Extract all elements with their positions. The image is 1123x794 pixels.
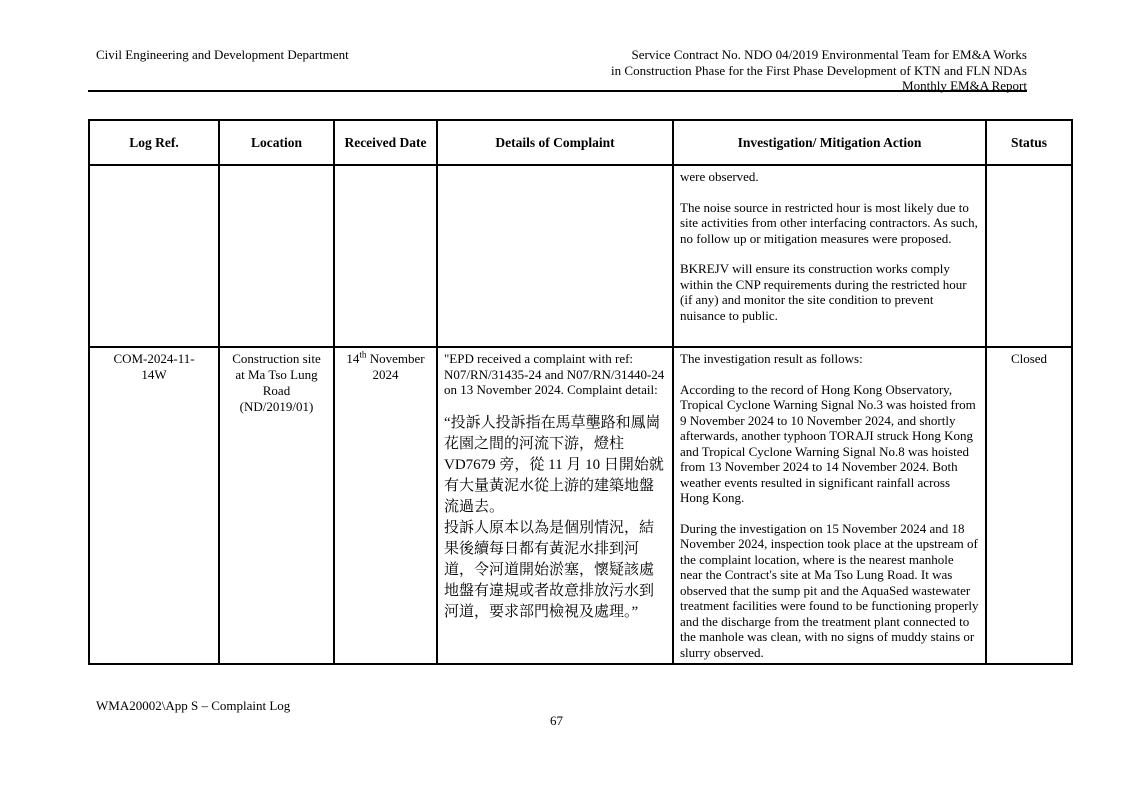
col-header-status: Status [986, 120, 1072, 165]
report-title-line-1: Service Contract No. NDO 04/2019 Environmental Team for EM&A Works [631, 47, 1027, 62]
status-value: Closed [1010, 351, 1048, 366]
footer-document-ref: WMA20002\App S – Complaint Log [96, 698, 291, 713]
cell-received-date-empty [334, 165, 437, 347]
cell-details [437, 347, 673, 664]
investigation-paragraph: According to the record of Hong Kong Observatory, Tropical Cyclone Warning Signal No.3 was hoisted from 9 November 2024 to 10 November 2024, and shortly afterwards, another typhoon TORAJI struck Hong Kong and Tropical Cyclone Warning Signal No.8 was hoisted from 13 November 2024 to 14 November 2024. Both weather events resulted in significant rainfall across Hong Kong. [680, 381, 976, 505]
received-date-day: 14 [346, 351, 360, 366]
log-ref-value: COM-2024-11-14W [113, 351, 195, 382]
received-date-value [341, 351, 430, 383]
report-title-block [507, 47, 1027, 94]
received-date-ordinal: th [359, 349, 367, 360]
department-header: Civil Engineering and Development Department [96, 47, 349, 62]
complaint-log-table [88, 119, 1073, 665]
col-header-details: Details of Complaint [437, 120, 673, 165]
investigation-paragraph: The investigation result as follows: [680, 351, 863, 366]
cell-location [219, 347, 334, 664]
cell-status-empty [986, 165, 1072, 347]
cell-status [986, 347, 1072, 664]
cell-details-empty [437, 165, 673, 347]
location-value: Construction site at Ma Tso Lung Road (ND/2019/01) [232, 351, 321, 414]
table-row-complaint [89, 347, 1072, 664]
received-date-rest: November 2024 [366, 351, 425, 382]
col-header-log-ref: Log Ref. [89, 120, 219, 165]
details-paragraph-zh: “投訴人投訴指在馬草壟路和鳳崗花園之間的河流下游，燈柱 VD7679 旁，從 11 月 10 日開始就有大量黃泥水從上游的建築地盤流過去。 [444, 414, 664, 515]
cell-log-ref [89, 347, 219, 664]
table-header-row [89, 120, 1072, 165]
cell-investigation [673, 347, 986, 664]
cell-received-date [334, 347, 437, 664]
col-header-received-date: Received Date [334, 120, 437, 165]
details-paragraph-en: "EPD received a complaint with ref: N07/RN/31435-24 and N07/RN/31440-24 on 13 November 2024. Complaint detail: [444, 351, 665, 397]
col-header-location: Location [219, 120, 334, 165]
header-divider [88, 90, 1027, 92]
investigation-paragraph: During the investigation on 15 November 2024 and 18 November 2024, inspection took place at the upstream of the complaint location, where is the nearest manhole near the Contract's site at Ma Tso Lung Road. It was observed that the sump pit and the AquaSed wastewater treatment facilities were found to be functioning properly and the discharge from the treatment plant connected to the manhole was clean, with no signs of muddy stains or slurry observed. [680, 520, 979, 660]
cell-location-empty [219, 165, 334, 347]
investigation-paragraph: The noise source in restricted hour is most likely due to site activities from other interfacing contractors. As such, no follow up or mitigation measures were proposed. [680, 199, 978, 246]
page-number: 67 [550, 713, 563, 728]
table-row-continuation [89, 165, 1072, 347]
cell-investigation-continued [673, 165, 986, 347]
report-title-line-3: Monthly EM&A Report [902, 78, 1027, 93]
report-title-line-2: in Construction Phase for the First Phase Development of KTN and FLN NDAs [611, 62, 1027, 78]
col-header-investigation: Investigation/ Mitigation Action [673, 120, 986, 165]
details-paragraph-zh: 投訴人原本以為是個別情況，結果後續每日都有黃泥水排到河道，令河道開始淤塞，懷疑該處地盤有違規或者故意排放污水到河道，要求部門檢視及處理。” [444, 519, 655, 620]
investigation-paragraph: BKREJV will ensure its construction works comply within the CNP requirements during the restricted hour (if any) and monitor the site condition to prevent nuisance to public. [680, 261, 967, 323]
cell-log-ref-empty [89, 165, 219, 347]
investigation-paragraph: were observed. [680, 169, 759, 184]
